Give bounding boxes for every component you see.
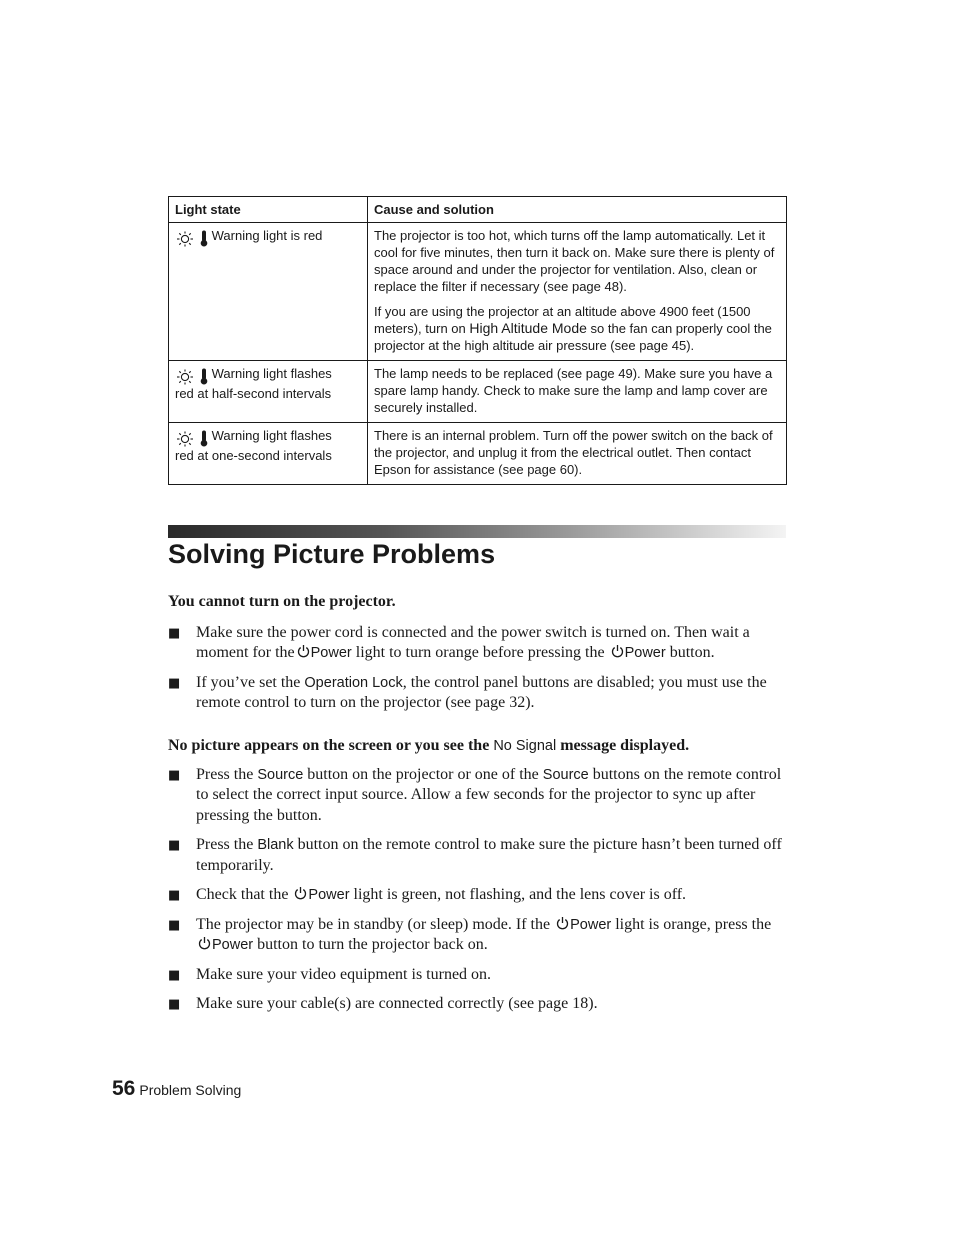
item-text: , the control panel buttons are disabled; you must use the remote control to turn on the projector (see page 32). <box>196 673 767 711</box>
item-text: If you’ve set the <box>196 673 305 691</box>
topic-heading: You cannot turn on the projector. <box>168 593 396 610</box>
button-name: Source <box>257 766 304 783</box>
item-text: button on the remote control to make sure the picture hasn’t been turned off temporarily. <box>196 836 782 874</box>
bullet-icon: ■ <box>168 888 181 903</box>
topic-no-picture <box>168 736 786 1015</box>
item-text: button on the projector or one of the <box>303 765 543 783</box>
power-label: Power <box>624 645 666 661</box>
cause-cell: There is an internal problem. Turn off the power switch on the back of the projector, and unplug it from the electrical outlet. Then contact Epson for assistance (see page 60). <box>368 423 787 485</box>
bullet-icon: ■ <box>168 767 181 783</box>
power-icon <box>295 644 311 661</box>
footer-section-name: Problem Solving <box>139 1082 242 1098</box>
item-text: light to turn orange before pressing the <box>351 644 609 661</box>
item-text: light is orange, press the <box>611 915 772 933</box>
item-text: Make sure your cable(s) are connected correctly (see page 18). <box>196 995 598 1012</box>
light-state-cell <box>169 361 368 423</box>
bullet-icon: ■ <box>168 917 181 933</box>
light-state-text: red at one-second intervals <box>175 448 332 464</box>
heading-text: message displayed. <box>556 737 690 754</box>
list-item <box>168 965 786 986</box>
table-row <box>169 361 787 423</box>
page-number: 56 <box>112 1077 136 1100</box>
power-label: Power <box>212 937 254 953</box>
topic-heading <box>168 736 786 757</box>
list-item <box>168 915 786 956</box>
cause-paragraph <box>374 303 778 354</box>
list-item <box>168 994 786 1015</box>
topic-cannot-turn-on <box>168 592 786 714</box>
table-row <box>169 223 787 361</box>
bullet-icon: ■ <box>168 967 181 983</box>
item-text: button to turn the projector back on. <box>253 936 488 953</box>
item-text: button. <box>665 644 715 661</box>
bullet-icon: ■ <box>168 675 181 691</box>
bullet-icon: ■ <box>168 838 181 853</box>
button-name: Source <box>542 766 589 783</box>
power-icon <box>292 886 308 903</box>
lamp-temp-icons <box>175 367 209 385</box>
lamp-temp-icons <box>175 429 209 447</box>
power-label: Power <box>308 887 350 903</box>
column-header-cause: Cause and solution <box>368 197 787 223</box>
light-state-cell <box>169 223 368 361</box>
lamp-icon <box>175 431 195 447</box>
setting-name: Operation Lock <box>304 674 403 691</box>
item-text: buttons on the remote control to select the correct input source. Allow a few seconds for the projector to sync up after pressing the button. <box>196 765 782 824</box>
table-header-row <box>169 197 787 223</box>
light-state-text: Warning light flashes <box>211 366 332 381</box>
thermometer-icon <box>199 230 209 247</box>
bullet-icon: ■ <box>168 625 181 641</box>
item-text: Make sure the power cord is connected and the power switch is turned on. Then wait a moment for the <box>196 623 750 661</box>
light-state-text: red at half-second intervals <box>175 386 332 402</box>
cause-cell: The lamp needs to be replaced (see page 49). Make sure you have a spare lamp handy. Check to make sure the lamp and lamp cover are securely installed. <box>368 361 787 423</box>
bullet-icon: ■ <box>168 997 181 1012</box>
light-state-cell <box>169 423 368 485</box>
power-icon <box>554 916 570 933</box>
thermometer-icon <box>199 430 209 447</box>
light-state-text: Warning light flashes <box>211 428 332 443</box>
lamp-icon <box>175 231 195 247</box>
heading-text: No picture appears on the screen or you see the <box>168 737 494 754</box>
item-text: Check that the <box>196 886 293 903</box>
list-item <box>168 835 786 876</box>
item-text: light is green, not flashing, and the lens cover is off. <box>349 886 687 903</box>
column-header-light-state: Light state <box>169 197 368 223</box>
cause-paragraph: The projector is too hot, which turns off the lamp automatically. Let it cool for five minutes, then turn it back on. Make sure there is plenty of space around and under the projector for ventilation. Also, clean or replace the filter if necessary (see page 48). <box>374 228 775 294</box>
list-item <box>168 623 786 664</box>
lamp-temp-icons <box>175 229 209 247</box>
power-label: Power <box>310 645 352 661</box>
thermometer-icon <box>199 368 209 385</box>
cause-text: If you are using the projector at an altitude above 4900 feet (1500 meters), turn on <box>374 304 751 336</box>
light-status-table <box>168 196 787 485</box>
section-title: Solving Picture Problems <box>168 539 496 569</box>
lamp-icon <box>175 369 195 385</box>
cause-text: so the fan can properly cool the projector at the high altitude air pressure (see page 45). <box>374 321 772 353</box>
list-item <box>168 673 786 714</box>
item-text: Make sure your video equipment is turned on. <box>196 965 492 983</box>
power-icon <box>609 644 625 661</box>
menu-setting-name: High Altitude Mode <box>469 320 587 336</box>
item-text: Press the <box>196 836 258 853</box>
table-row <box>169 423 787 485</box>
light-state-text: Warning light is red <box>211 228 323 243</box>
item-text: Press the <box>196 765 258 783</box>
button-name: Blank <box>257 837 294 853</box>
cause-cell <box>368 223 787 361</box>
power-label: Power <box>570 916 612 933</box>
power-icon <box>196 936 212 953</box>
list-item <box>168 765 786 827</box>
message-name: No Signal <box>493 738 557 754</box>
list-item <box>168 885 786 906</box>
item-text: The projector may be in standby (or sleep) mode. If the <box>196 915 555 933</box>
page-footer <box>112 1077 241 1101</box>
